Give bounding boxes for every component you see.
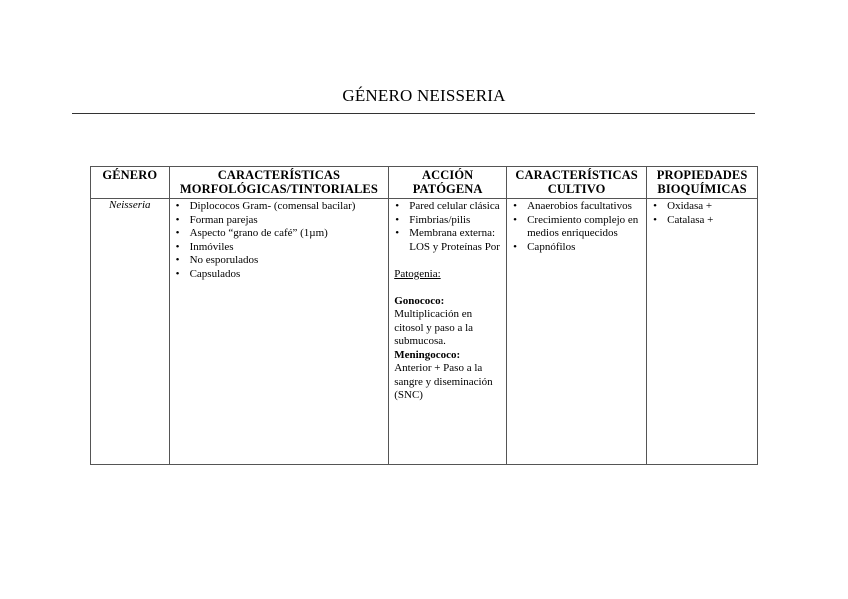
genus-table [90,166,758,465]
list-item: • No esporulados [172,254,387,268]
patogenia-block [391,268,504,403]
list-item: • Capnófilos [509,241,644,255]
header-genero [91,167,170,199]
list-item: • Crecimiento complejo en medios enriquecidos [509,214,644,241]
meningococo-text: Anterior + Paso a la sangre y diseminación (SNC) [394,362,493,401]
list-item: • Pared celular clásica [391,200,504,214]
list-item: • Aspecto “grano de café” (1µm) [172,227,387,241]
bioquimicas-cell [647,199,758,465]
accion-patogena-cell [389,199,507,465]
header-genero-label: GÉNERO [102,168,158,182]
list-item: • Oxidasa + [649,200,755,214]
header-cultivo [507,167,647,199]
title-underline [72,113,755,114]
list-item: • Membrana externa: LOS y Proteínas Por [391,227,504,254]
header-cultivo-line1: CARACTERÍSTICAS [515,168,638,182]
header-bioquimicas-line2: BIOQUÍMICAS [657,182,747,196]
cultivo-cell [507,199,647,465]
patogenia-label: Patogenia: [394,268,441,280]
morfologicas-list [172,200,387,281]
list-item: • Fimbrias/pilis [391,214,504,228]
header-accion-line2: PATÓGENA [412,182,483,196]
header-morfologicas-line1: CARACTERÍSTICAS [217,168,341,182]
genus-cell [91,199,170,465]
gonococo-text: Multiplicación en citosol y paso a la submucosa. [394,308,474,347]
header-morfologicas-line2: MORFOLÓGICAS/TINTORIALES [179,182,378,196]
header-accion-patogena [389,167,507,199]
accion-patogena-list [391,200,504,254]
header-accion-line1: ACCIÓN [422,168,474,182]
bioquimicas-list [649,200,755,227]
list-item: • Capsulados [172,268,387,282]
header-bioquimicas-line1: PROPIEDADES [656,168,748,182]
cultivo-list [509,200,644,254]
header-bioquimicas [647,167,758,199]
list-item: • Diplococos Gram- (comensal bacilar) [172,200,387,214]
gonococo-title: Gonococo: [394,294,445,307]
header-cultivo-line2: CULTIVO [547,182,606,196]
header-morfologicas [169,167,389,199]
list-item: • Inmóviles [172,241,387,255]
morfologicas-cell [169,199,389,465]
list-item: • Catalasa + [649,214,755,228]
page-title: GÉNERO NEISSERIA [342,86,506,105]
genus-name: Neisseria [109,199,151,211]
meningococo-title: Meningococo: [394,348,461,361]
list-item: • Anaerobios facultativos [509,200,644,214]
table-row [91,199,758,465]
table-header-row [91,167,758,199]
list-item: • Forman parejas [172,214,387,228]
